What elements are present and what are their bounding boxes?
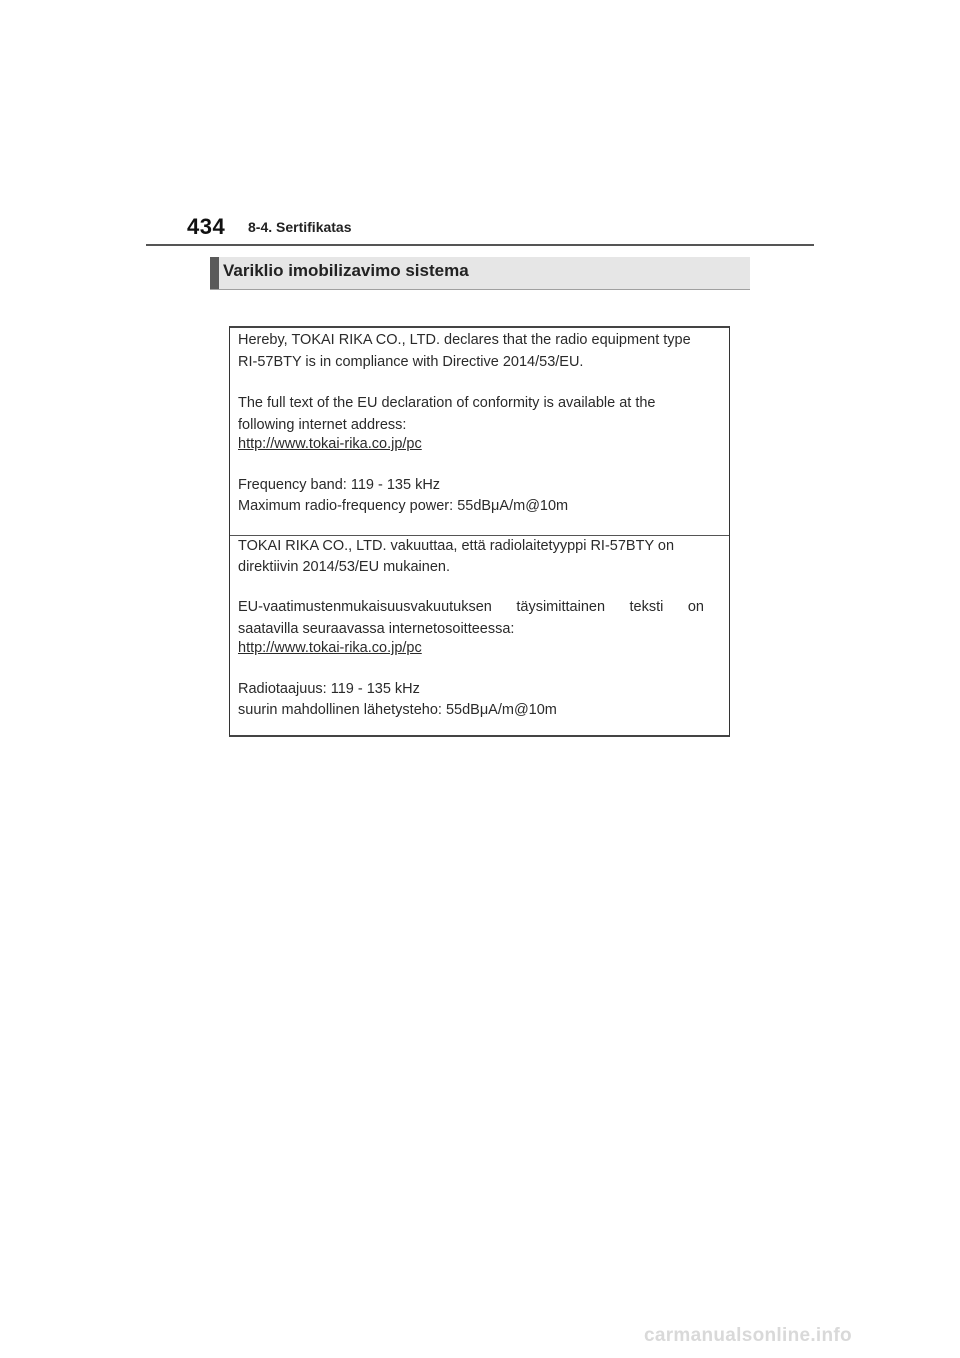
cert-en-line-1: Hereby, TOKAI RIKA CO., LTD. declares that the radio equipment type bbox=[238, 332, 691, 348]
heading-accent-marker bbox=[210, 257, 219, 289]
cert-en-line-3: The full text of the EU declaration of conformity is available at the bbox=[238, 395, 656, 411]
cert-fi-line-6: suurin mahdollinen lähetysteho: 55dBμA/m@10m bbox=[238, 702, 557, 718]
cert-en-link[interactable]: http://www.tokai-rika.co.jp/pc bbox=[238, 436, 422, 452]
cert-fi-line-5: Radiotaajuus: 119 - 135 kHz bbox=[238, 681, 420, 697]
cert-fi-line-1: TOKAI RIKA CO., LTD. vakuuttaa, että radiolaitetyyppi RI-57BTY on bbox=[238, 538, 675, 554]
language-divider bbox=[230, 535, 729, 536]
watermark: carmanualsonline.info bbox=[644, 1325, 852, 1346]
cert-en-line-5: Frequency band: 119 - 135 kHz bbox=[238, 477, 441, 493]
cert-fi-line-4: saatavilla seuraavassa internetosoitteessa: bbox=[238, 621, 515, 637]
section-heading: Variklio imobilizavimo sistema bbox=[223, 261, 469, 280]
section-heading-bar bbox=[210, 257, 750, 290]
header-divider bbox=[146, 244, 814, 246]
cert-en-line-4: following internet address: bbox=[238, 417, 407, 433]
certificate-box bbox=[229, 326, 730, 737]
cert-en-line-2: RI-57BTY is in compliance with Directive 2014/53/EU. bbox=[238, 354, 584, 370]
cert-fi-line-3: EU-vaatimustenmukaisuusvakuutuksen täysimittainen teksti on bbox=[238, 599, 704, 615]
cert-fi-link[interactable]: http://www.tokai-rika.co.jp/pc bbox=[238, 640, 422, 656]
cert-en-line-6: Maximum radio-frequency power: 55dBμA/m@10m bbox=[238, 498, 569, 514]
page-number: 434 bbox=[187, 214, 226, 239]
cert-fi-line-2: direktiivin 2014/53/EU mukainen. bbox=[238, 559, 450, 575]
section-title: 8-4. Sertifikatas bbox=[248, 219, 352, 235]
